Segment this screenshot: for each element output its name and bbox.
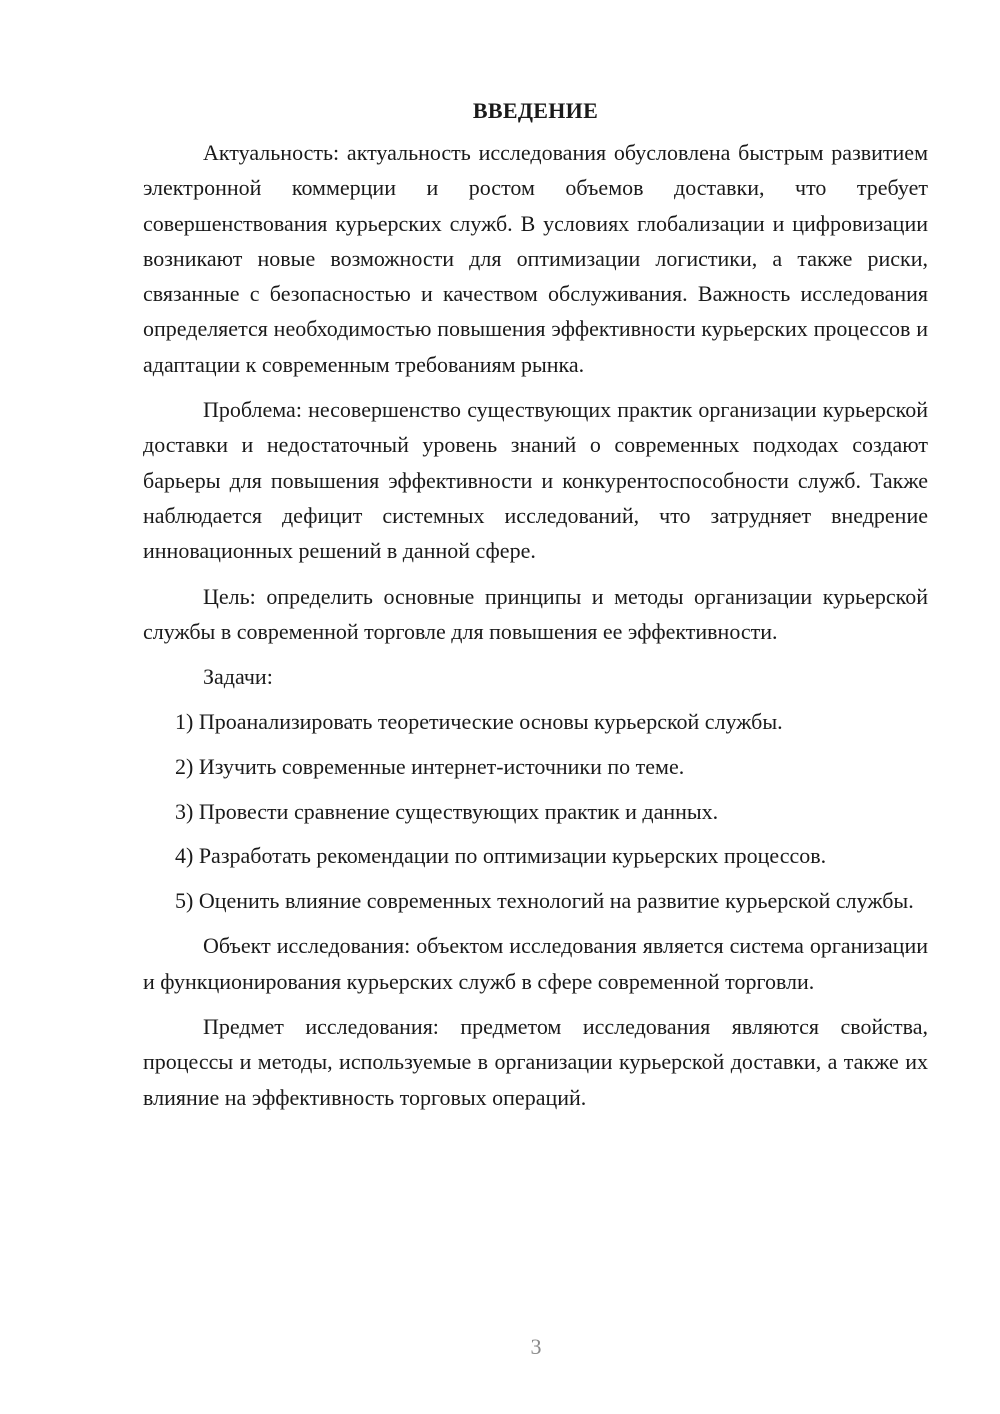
problem-paragraph: Проблема: несовершенство существующих практик организации курьерской доставки и недостаточный уровень знаний о современных подходах создают барьеры для повышения эффективности и конкурентоспособности служб. Также наблюдается дефицит системных исследований, что затрудняет внедрение инновационных решений в данной сфере. (143, 397, 928, 564)
task-item-4: 4) Разработать рекомендации по оптимизации курьерских процессов. (175, 843, 827, 869)
object-paragraph: Объект исследования: объектом исследования является система организации и функционирования курьерских служб в сфере современной торговли. (143, 933, 928, 994)
relevance-paragraph: Актуальность: актуальность исследования обусловлена быстрым развитием электронной коммерции и ростом объемов доставки, что требует совершенствования курьерских служб. В условиях глобализации и цифровизации возникают новые возможности для оптимизации логистики, а также риски, связанные с безопасностью и качеством обслуживания. Важность исследования определяется необходимостью повышения эффективности курьерских процессов и адаптации к современным требованиям рынка. (143, 140, 928, 377)
task-item-3: 3) Провести сравнение существующих практик и данных. (175, 798, 719, 824)
task-item-5: 5) Оценить влияние современных технологий на развитие курьерской службы. (175, 888, 914, 914)
page-title: ВВЕДЕНИЕ (472, 98, 599, 123)
document-page (143, 94, 928, 1115)
task-item-1: 1) Проанализировать теоретические основы курьерской службы. (175, 708, 783, 734)
task-item-2: 2) Изучить современные интернет-источники по теме. (175, 753, 685, 779)
page-number: 3 (530, 1334, 542, 1359)
goal-paragraph: Цель: определить основные принципы и методы организации курьерской службы в современной торговле для повышения ее эффективности. (143, 583, 928, 644)
tasks-heading: Задачи: (203, 664, 273, 690)
subject-paragraph: Предмет исследования: предметом исследования являются свойства, процессы и методы, используемые в организации курьерской доставки, а также их влияние на эффективность торговых операций. (143, 1014, 928, 1110)
